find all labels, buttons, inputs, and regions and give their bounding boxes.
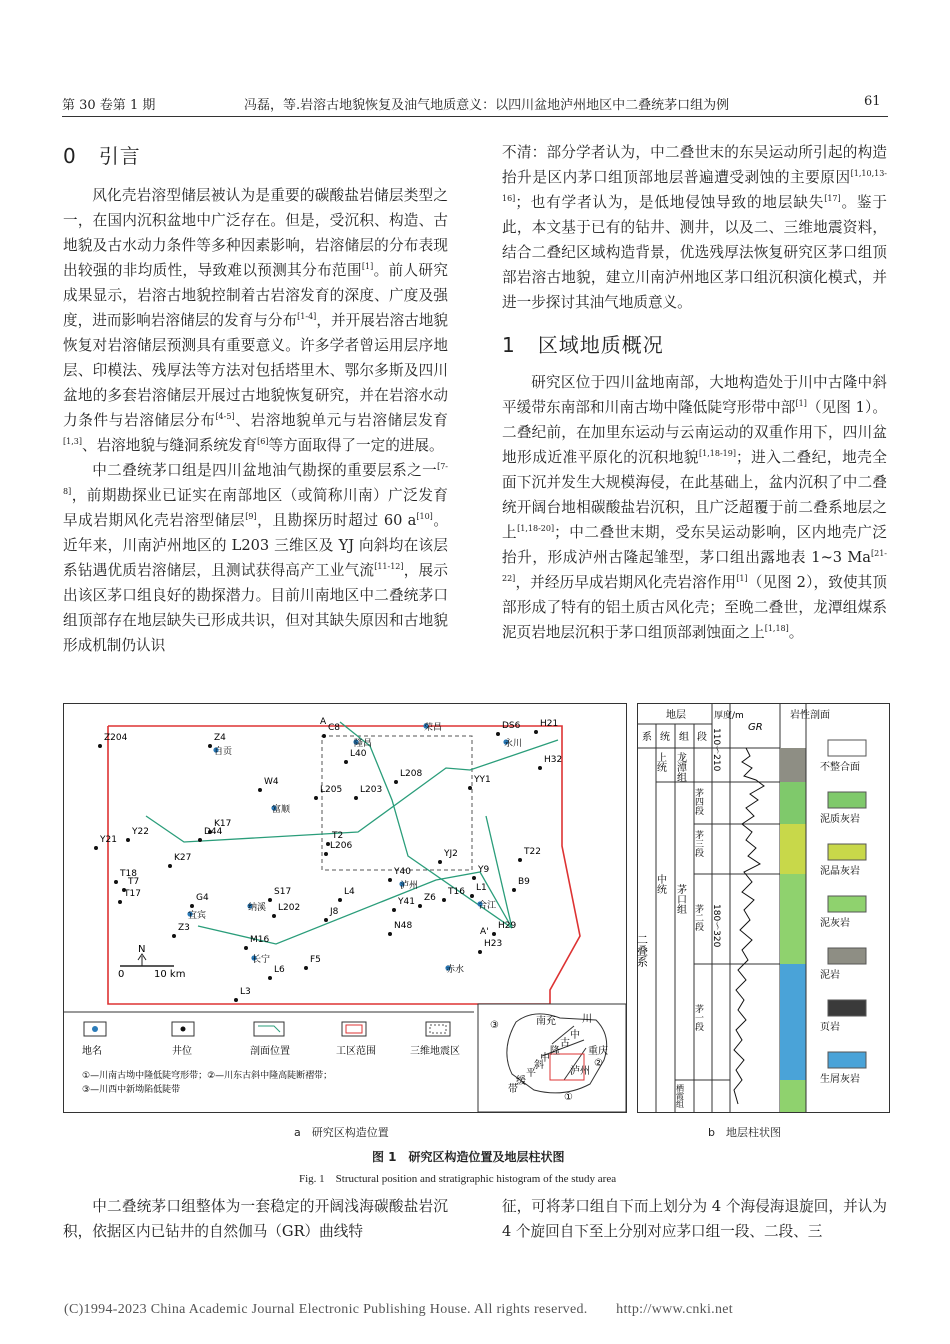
litho-legend-label: 泥晶灰岩 <box>820 866 860 877</box>
place-label: 永川 <box>504 739 523 749</box>
well-label: T22 <box>524 847 541 857</box>
section-line-3 <box>198 872 512 944</box>
figure-1b-label: b 地层柱状图 <box>708 1126 781 1139</box>
structure-map <box>64 704 626 1112</box>
formation-maokou: 茅口组 <box>674 884 686 914</box>
legend-label-workarea: 工区范围 <box>336 1046 376 1057</box>
legend-label-well: 井位 <box>172 1046 192 1057</box>
litho-m3 <box>780 824 806 874</box>
north-label: N <box>138 944 146 955</box>
well-marker <box>338 898 342 902</box>
section-1-heading <box>502 329 887 358</box>
well-marker <box>268 898 272 902</box>
legend-place-dot <box>92 1026 98 1032</box>
well-label: J8 <box>330 907 339 917</box>
well-label: D44 <box>204 827 223 837</box>
section-line-4 <box>486 816 512 928</box>
member-m3: 茅三段 <box>693 830 703 857</box>
well-label: L1 <box>476 883 487 893</box>
well-marker <box>470 894 474 898</box>
well-marker <box>190 904 194 908</box>
section-0-title: 引言 <box>98 144 141 168</box>
running-title: 冯磊，等.岩溶古地貌恢复及油气地质意义：以四川盆地泸州地区中二叠统茅口组为例 <box>244 98 730 113</box>
inset-label: 隆 <box>550 1046 560 1057</box>
litho-legend-label: 页岩 <box>820 1022 840 1033</box>
well-label: Z4 <box>214 733 226 743</box>
litho-legend-label: 不整合面 <box>820 762 860 773</box>
well-label: Y9 <box>478 865 490 875</box>
well-marker <box>388 932 392 936</box>
well-label: Z6 <box>424 893 436 903</box>
legend-note-2: ③—川西中新坳陷低陡带 <box>82 1085 181 1095</box>
formation-qixia: 栖霞组 <box>675 1084 685 1108</box>
map-points <box>94 717 562 1002</box>
litho-legend-swatch <box>828 948 866 964</box>
place-label: 荣昌 <box>424 723 443 733</box>
well-marker <box>98 744 102 748</box>
system-label: 二叠系 <box>635 934 649 967</box>
well-marker <box>344 760 348 764</box>
inset-label: ① <box>564 1092 573 1103</box>
section-1-title: 区域地质概况 <box>537 333 664 357</box>
well-label: L208 <box>400 769 423 779</box>
well-label: L6 <box>274 965 285 975</box>
well-marker <box>496 732 500 736</box>
litho-legend-swatch <box>828 1052 866 1068</box>
well-marker <box>418 904 422 908</box>
well-label: T16 <box>448 887 465 897</box>
well-label: H29 <box>498 921 517 931</box>
well-marker <box>126 838 130 842</box>
well-label: L205 <box>320 785 343 795</box>
inset-label: 斜 <box>534 1060 544 1071</box>
body-paragraph-right: 征，可将茅口组自下而上划分为 4 个海侵海退旋回，并认为 4 个旋回自下至上分别对应茅口组一段、二段、三 <box>502 1198 887 1240</box>
well-label: L3 <box>240 987 251 997</box>
well-marker <box>322 734 326 738</box>
work-area-boundary <box>108 726 580 1004</box>
well-label: K27 <box>174 853 192 863</box>
inset-label: 南充 <box>536 1016 556 1027</box>
well-label: DS6 <box>502 721 521 731</box>
legend-well-dot <box>181 1027 186 1032</box>
well-label: Y41 <box>398 897 415 907</box>
legend-note-1: ①—川南古坳中隆低陡穹形带；②—川东古斜中隆高陡断褶带； <box>82 1071 333 1081</box>
litho-legend-label: 泥质灰岩 <box>820 814 860 825</box>
well-label: L203 <box>360 785 383 795</box>
figure-1a-label: a 研究区构造位置 <box>294 1126 389 1139</box>
right-column <box>502 140 887 645</box>
series-middle: 中统 <box>654 874 666 894</box>
well-marker <box>172 934 176 938</box>
well-marker <box>388 878 392 882</box>
litho-legend-label: 生屑灰岩 <box>820 1074 860 1085</box>
well-label: Z204 <box>104 733 128 743</box>
well-label: A' <box>480 927 489 937</box>
well-label: S17 <box>274 887 292 897</box>
formation-longtan: 龙潭组 <box>674 752 686 782</box>
well-marker <box>244 946 248 950</box>
well-label: F5 <box>310 955 321 965</box>
well-marker <box>472 876 476 880</box>
litho-legend-swatch <box>828 896 866 912</box>
well-marker <box>538 766 542 770</box>
well-label: K17 <box>214 819 232 829</box>
well-marker <box>234 998 238 1002</box>
litho-legend-swatch <box>828 792 866 808</box>
litho-m1 <box>780 964 806 1080</box>
inset-label: 川 <box>582 1014 592 1025</box>
well-label: YY1 <box>474 775 491 785</box>
header-rule <box>62 116 888 117</box>
figure-1a-map <box>63 703 627 1113</box>
legend-seismic-box <box>430 1025 446 1033</box>
well-marker <box>168 864 172 868</box>
well-label: G4 <box>196 893 209 903</box>
well-label: T7 <box>128 877 140 887</box>
page-number: 61 <box>864 94 881 109</box>
copyright-footer: (C)1994-2023 China Academic Journal Electronic Publishing House. All rights reserved. http://www.cnki.net <box>64 1302 733 1317</box>
well-label: Y40 <box>394 867 411 877</box>
inset-label: ② <box>594 1058 603 1069</box>
thickness-upper: 110～210 <box>711 728 721 772</box>
inset-label: 带 <box>508 1084 518 1095</box>
inset-label: 平 <box>526 1068 536 1079</box>
inset-label: 古 <box>560 1038 570 1049</box>
well-marker <box>394 780 398 784</box>
body-paragraph-left: 中二叠统茅口组整体为一套稳定的开阔浅海碳酸盐岩沉积，依据区内已钻井的自然伽马（GR）曲线特 <box>63 1198 448 1240</box>
header-thickness: 厚度/m <box>714 711 744 721</box>
well-label: W4 <box>264 777 279 787</box>
well-label: Z3 <box>178 923 190 933</box>
series-upper: 上统 <box>654 752 666 772</box>
journal-issue: 第 30 卷第 1 期 <box>62 98 156 113</box>
well-marker <box>208 744 212 748</box>
well-label: L4 <box>344 887 355 897</box>
well-marker <box>272 914 276 918</box>
header-gr: GR <box>748 722 763 733</box>
inset-label: 重庆 <box>588 1046 608 1057</box>
well-label: H21 <box>540 719 559 729</box>
legend-label-seismic: 三维地震区 <box>410 1046 460 1057</box>
place-label: 纳溪 <box>248 903 267 913</box>
legend-workarea-box <box>346 1025 362 1033</box>
legend-label-section: 剖面位置 <box>250 1046 290 1057</box>
member-m4: 茅四段 <box>693 788 703 815</box>
well-marker <box>324 852 328 856</box>
geology-paragraph-1: 研究区位于四川盆地南部，大地构造处于川中古隆中斜平缓带东南部和川南古坳中隆低陡穹形带中部[1]（见图 1）。二叠纪前，在加里东运动与云南运动的双重作用下，四川盆地形成近准平原化的沉积地貌[1,18-19]；进入二叠纪，地壳全面下沉并发生大规模海侵，在此基础上，盆内沉积了中二叠统开阔台地相碳酸盐岩沉积，且广泛超覆于前二叠系地层之上[1,18-20]；中二叠世末期，受东吴运动影响，区内地壳广泛抬升，形成泸州古隆起雏型，茅口组出露地表 1~3 Ma[21-22]，并经历早成岩期风化壳岩溶作用[1]（见图 2），致使其顶部形成了特有的铝土质古风化壳；至晚二叠世，龙潭组煤系泥页岩地层沉积于茅口组顶部剥蚀面之上[1,18]。 <box>502 374 888 641</box>
header-strata: 地层 <box>666 710 686 721</box>
place-label: 赤水 <box>446 965 465 975</box>
well-label: T18 <box>120 869 137 879</box>
litho-legend-swatch <box>828 1000 866 1016</box>
well-label: L202 <box>278 903 301 913</box>
intro-paragraph-2: 中二叠统茅口组是四川盆地油气勘探的重要层系之一[7-8]，前期勘探业已证实在南部地区（或简称川南）广泛发育早成岩期风化壳岩溶型储层[9]，且勘探历时超过 60 a[10]。近年来，川南泸州地区的 L203 三维区及 YJ 向斜均在该层系钻遇优质岩溶储层，且测试获得高产工业气流[11-12]，展示出该区茅口组良好的勘探潜力。目前川南地区中二叠统茅口组顶部存在地层缺失已形成共识，但对其缺失原因和古地貌形成机制仍认识 <box>63 462 448 654</box>
well-label: Y21 <box>100 835 117 845</box>
litho-legend-label: 泥灰岩 <box>820 918 850 929</box>
well-marker <box>468 786 472 790</box>
litho-legend-label: 泥岩 <box>820 970 840 981</box>
well-label: T2 <box>332 831 344 841</box>
header-series: 统 <box>660 732 670 743</box>
well-marker <box>518 858 522 862</box>
header-formation: 组 <box>679 732 689 743</box>
gr-curve <box>734 748 764 1104</box>
well-marker <box>198 838 202 842</box>
well-marker <box>354 796 358 800</box>
header-member: 段 <box>697 732 707 743</box>
well-marker <box>442 898 446 902</box>
section-0-number: 0 <box>63 144 77 168</box>
member-m2: 茅二段 <box>693 904 703 931</box>
well-label: B9 <box>518 877 530 887</box>
litho-legend-swatch <box>828 844 866 860</box>
litho-m4 <box>780 782 806 824</box>
well-marker <box>258 788 262 792</box>
header-lithology: 岩性剖面 <box>790 710 830 721</box>
legend-section-symbol <box>254 1022 284 1036</box>
well-label: M16 <box>250 935 270 945</box>
litho-qixia <box>780 1080 806 1112</box>
place-label: 富顺 <box>272 805 291 815</box>
inset-label: ③ <box>490 1020 499 1031</box>
inset-label: 中 <box>570 1030 580 1041</box>
litho-legend <box>820 740 866 1085</box>
place-label: 泸州 <box>400 881 419 891</box>
well-marker <box>392 908 396 912</box>
well-marker <box>438 860 442 864</box>
legend-label-place: 地名 <box>82 1046 102 1057</box>
well-label: YJ2 <box>444 849 458 859</box>
thickness-middle: 180～320 <box>711 904 721 948</box>
figure-1-caption-en: Fig. 1 Structural position and stratigraphic histogram of the study area <box>299 1173 617 1185</box>
well-marker <box>314 796 318 800</box>
well-marker <box>118 900 122 904</box>
well-marker <box>492 932 496 936</box>
well-marker <box>114 880 118 884</box>
well-label: A <box>320 717 327 727</box>
well-label: T17 <box>124 889 141 899</box>
place-label: 自贡 <box>214 747 233 757</box>
well-label: L40 <box>350 749 367 759</box>
place-label: 长宁 <box>252 955 271 965</box>
legend-section-line <box>258 1026 280 1032</box>
header-system: 系 <box>642 732 652 743</box>
intro-paragraph-1: 风化壳岩溶型储层被认为是重要的碳酸盐岩储层类型之一，在国内沉积盆地中广泛存在。但是，受沉积、构造、古地貌及古水动力条件等多种因素影响，岩溶储层的分布表现出较强的非均质性，导致难以预测其分布范围[1]。前人研究成果显示，岩溶古地貌控制着古岩溶发育的深度、广度及强度，进而影响岩溶储层的发育与分布[1-4]，并开展岩溶古地貌恢复对岩溶储层预测具有重要意义。许多学者曾运用层序地层、印模法、残厚法等方法对包括塔里木、鄂尔多斯及四川盆地的多套岩溶储层开展过古地貌恢复研究，并在岩溶水动力条件与岩溶储层分布[4-5]、岩溶地貌单元与岩溶储层发育[1,3]、岩溶地貌与缝洞系统发育[6]等方面取得了一定的进展。 <box>63 187 448 454</box>
well-label: H23 <box>484 939 503 949</box>
inset-label: 中 <box>540 1053 550 1064</box>
litho-m2 <box>780 874 806 964</box>
member-m1: 茅一段 <box>693 1004 703 1031</box>
well-marker <box>534 730 538 734</box>
well-marker <box>268 976 272 980</box>
litho-legend-swatch <box>828 740 866 756</box>
place-label: 宜宾 <box>188 911 207 921</box>
figure-1-caption-cn: 图 1 研究区构造位置及地层柱状图 <box>372 1150 565 1164</box>
well-marker <box>512 888 516 892</box>
well-marker <box>478 950 482 954</box>
intro-paragraph-3: 不清：部分学者认为，中二叠世末的东吴运动所引起的构造抬升是区内茅口组顶部地层普遍遭受剥蚀的主要原因[1,10,13-16]；也有学者认为，是低地侵蚀导致的地层缺失[17]。鉴于此，本文基于已有的钻井、测井，以及二、三维地震资料，结合二叠纪区域构造背景，优选残厚法恢复研究区茅口组顶部岩溶古地貌，建立川南泸州地区茅口组沉积演化模式，并进一步探讨其油气地质意义。 <box>502 144 887 311</box>
north-arrow-icon <box>138 954 146 966</box>
inset-label: 缓 <box>516 1076 526 1087</box>
well-label: C8 <box>328 723 341 733</box>
section-0-heading <box>63 140 448 169</box>
left-column <box>63 140 448 658</box>
scale-zero: 0 <box>118 969 125 980</box>
place-label: 隆昌 <box>354 739 373 749</box>
well-marker <box>94 846 98 850</box>
well-label: H32 <box>544 755 563 765</box>
litho-mudstone <box>780 748 806 782</box>
figure-1b-column <box>637 703 890 1113</box>
well-marker <box>304 966 308 970</box>
place-label: 合江 <box>478 901 497 911</box>
well-label: Y22 <box>132 827 149 837</box>
strat-column-svg <box>635 704 889 1112</box>
inset-label: 泸州 <box>570 1066 590 1077</box>
well-label: N48 <box>394 921 413 931</box>
well-marker <box>324 918 328 922</box>
well-label: L206 <box>330 841 353 851</box>
scale-label: 10 km <box>154 969 186 980</box>
section-1-number: 1 <box>502 333 516 357</box>
